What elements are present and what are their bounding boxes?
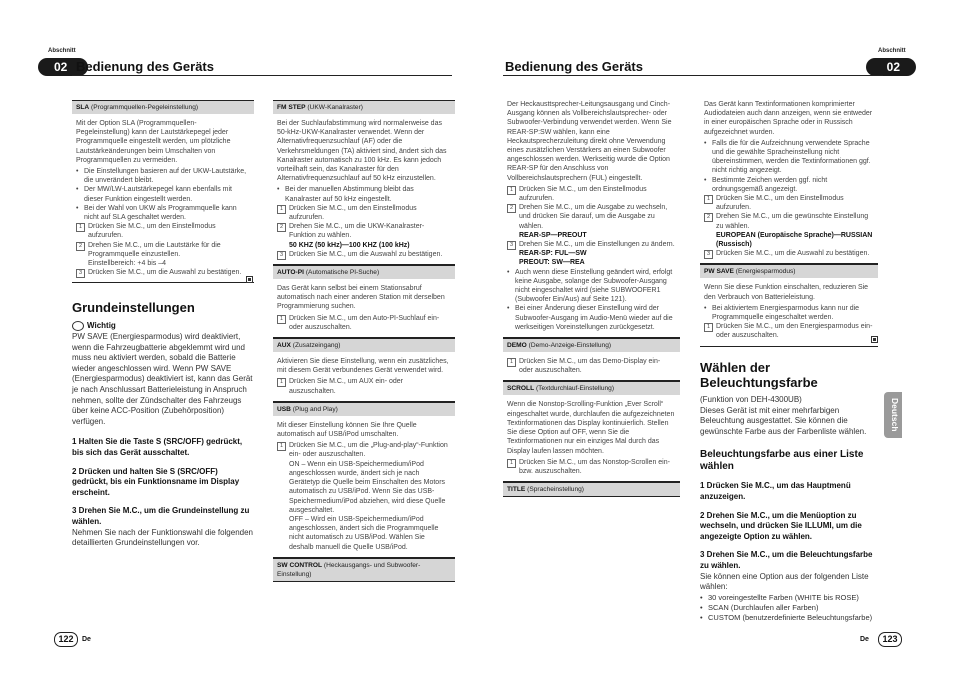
scroll-table-head: SCROLL (Textdurchlauf-Einstellung) — [503, 381, 680, 395]
wichtig-heading: Wichtig — [72, 320, 254, 332]
list-item: • Die Einstellungen basieren auf der UKW-Lautstärke, die unverändert bleibt. — [76, 167, 250, 185]
end-mark-icon — [246, 276, 253, 283]
header-rule-left — [72, 75, 452, 76]
grund-section — [72, 320, 254, 549]
end-mark-icon — [871, 336, 878, 343]
list-item: 2 Drehen Sie M.C., um die Ausgabe zu wechseln, und drücken Sie darauf, um die Ausgabe zu wählen. REAR-SP—PREOUT — [507, 203, 676, 240]
autopi-text: Das Gerät kann selbst bei einem Stationsabruf automatisch nach einer anderen Station mit derselben Programmierung suchen. — [277, 285, 445, 311]
header-rule-right — [503, 75, 883, 76]
usb-table-body — [273, 416, 455, 558]
choose-text: Sie können eine Option aus der folgenden Liste wählen: — [700, 571, 869, 592]
swc-intro: Der Heckausttsprecher-Leitungsausgang und Cinch-Ausgang können als Vollbereichslautsprecher- oder Subwoofer-Verbindung verwendet werden. Wenn Sie REAR-SP:SW wählen, kann eine Heckautsprecherzuleitung direkt ohne Verwendung eines zusätzlichen Verstärkers an einen Subwoofer angeschlossen werden. Werkseitig wurde die Option REAR-SP für den Anschluss von Vollbereichslautsprechern (FUL) eingestellt. — [507, 101, 672, 182]
list-item: 3 Drehen Sie M.C., um die Einstellungen zu ändern. REAR-SP: FUL—SW PREOUT: SW—REA — [507, 240, 676, 268]
grundeinstellungen-title: Grundeinstellungen — [72, 300, 195, 315]
grund-step-1: 1 Halten Sie die Taste S (SRC/OFF) gedrückt, bis sich das Gerät ausschaltet. — [72, 437, 243, 457]
list-item: 1 Drücken Sie M.C., um den Einstellmodus aufzurufen. — [507, 185, 676, 203]
list-item: • Auch wenn diese Einstellung geändert wird, erfolgt keine Ausgabe, solange der Subwoofer-Ausgang nicht eingeschaltet wird (siehe SUBWOOFER1 (Subwoofer Ein/Aus) auf Seite 121). — [507, 268, 676, 305]
list-item: • Bestimmte Zeichen werden ggf. nicht ordnungsgemäß angezeigt. — [704, 176, 874, 194]
list-item: 1 Drücken Sie M.C., um das Demo-Display ein- oder auszuschalten. — [507, 357, 676, 375]
section-number-right: 02 — [866, 58, 916, 76]
pw-save-table-head: PW SAVE (Energiesparmodus) — [700, 264, 878, 278]
list-item: 1 Drücken Sie M.C., um den Energiesparmodus ein- oder auszuschalten. — [704, 322, 874, 340]
list-item: • Bei der manuellen Abstimmung bleibt das Kanalraster auf 50 kHz eingestellt. — [277, 185, 451, 203]
title-table-body — [700, 100, 878, 264]
autopi-table-head: AUTO-PI (Automatische PI-Suche) — [273, 265, 455, 279]
swc-table-head: SW CONTROL (Heckausgangs- und Subwoofer-Einstellung) — [273, 558, 455, 582]
language-side-tab: Deutsch — [884, 392, 902, 438]
list-item: • CUSTOM (benutzerdefinierte Beleuchtungsfarbe) — [700, 613, 878, 623]
column-2 — [273, 100, 455, 582]
list-item: 1 Drücken Sie M.C., um den Einstellmodus aufzurufen. — [277, 204, 451, 222]
list-item: 1 Drücken Sie M.C., um AUX ein- oder auszuschalten. — [277, 377, 451, 395]
beleuchtung-step-2: 2 Drehen Sie M.C., um die Menüoption zu wechseln, und drücken Sie ILLUMI, um die angezeigte Option zu wählen. — [700, 510, 862, 541]
pw-save-table-body — [700, 278, 878, 346]
list-item: 2 Drehen Sie M.C., um die gewünschte Einstellung zu wählen. EUROPEAN (Europäische Sprache)—RUSSIAN (Russisch) — [704, 212, 874, 249]
beleuchtung-step-1: 1 Drücken Sie M.C., um das Hauptmenü anzuzeigen. — [700, 481, 851, 501]
list-item: 1 Drücken Sie M.C., um den Einstellmodus aufzurufen. — [76, 222, 250, 240]
list-item: 2 Drehen Sie M.C., um die UKW-Kanalraster-Funktion zu wählen. 50 KHZ (50 kHz)—100 KHZ (100 kHz) — [277, 222, 451, 250]
sla-table-body — [72, 114, 254, 283]
demo-table-head: DEMO (Demo-Anzeige-Einstellung) — [503, 338, 680, 352]
autopi-table-body — [273, 279, 455, 338]
title-table-head: TITLE (Spracheinstellung) — [503, 482, 680, 497]
beleuchtung-function: (Funktion von DEH-4300UB) — [700, 395, 802, 404]
list-item: • Falls die für die Aufzeichnung verwendete Sprache und die gewählte Spracheinstellung nicht übereinstimmen, werden die Textinformationen ggf. nicht richtig angezeigt. — [704, 139, 874, 176]
scroll-table-body — [503, 395, 680, 482]
list-item: • SCAN (Durchlaufen aller Farben) — [700, 603, 878, 613]
important-icon — [72, 321, 84, 331]
list-item: • Bei einer Änderung dieser Einstellung wird der Subwoofer-Ausgang im Audio-Menü wieder auf die werkseitigen Voreinstellungen zurückgesetzt. — [507, 304, 676, 332]
fm-text: Bei der Suchlaufabstimmung wird normalerweise das 50-kHz-UKW-Kanalraster verwendet. Wenn der Alternativfrequenzsuchlauf (AF) oder die Verkehrsmeldungen (TA) aktiviert sind, ändert sich das Kanalraster automatisch zu 100 kHz. Es kann jedoch vorteilhaft sein, das Kanalraster für den Alternativfrequenzsuchlauf auf 50 kHz einzustellen. — [277, 120, 447, 183]
list-item: • 30 voreingestellte Farben (WHITE bis ROSE) — [700, 593, 878, 603]
list-item: 1 Drücken Sie M.C., um die „Plug-and-play“-Funktion ein- oder auszuschalten. ON – Wenn ein USB-Speichermedium/iPod angeschlossen wurde, ändert sich je nach Gerätetyp die Quelle beim Einschalten des Motors automatisch zu USB/iPod. Wenn Sie das USB-Speichermedium/iPod abziehen, wird diese Quelle ausgeschaltet. OFF – Wird ein USB-Speichermedium/iPod angeschlossen, ändert sich die Programmquelle nicht automatisch zu USB/iPod. Wählen Sie deshalb manuell die Quelle USB/iPod. — [277, 441, 451, 551]
list-item: 1 Drücken Sie M.C., um das Nonstop-Scrollen ein- bzw. auszuschalten. — [507, 458, 676, 476]
column-3 — [503, 100, 680, 497]
scroll-text: Wenn die Nonstop-Scrolling-Funktion „Ever Scroll“ eingeschaltet wurde, durchlaufen die aufgezeichneten Textinformationen das Display kontinuierlich. Stellen Sie diese Option auf OFF, wenn Sie die Textinformationen nur ein einziges Mal durch das Display laufen lassen möchten. — [507, 401, 675, 455]
beleuchtung-section — [700, 360, 878, 623]
list-item: 3 Drücken Sie M.C., um die Auswahl zu bestätigen. — [277, 250, 451, 259]
usb-table-head: USB (Plug and Play) — [273, 402, 455, 416]
column-1 — [72, 100, 254, 283]
list-item: • Bei der Wahl von UKW als Programmquelle kann nicht auf SLA geschaltet werden. — [76, 204, 250, 222]
grund-final-text: Nehmen Sie nach der Funktionswahl die folgenden detaillierten Grundeinstellungen vor. — [72, 527, 254, 548]
chapter-title-left: Bedienung des Geräts — [76, 59, 214, 74]
list-item: • Der MW/LW-Lautstärkepegel kann ebenfalls mit dieser Funktion eingestellt werden. — [76, 185, 250, 203]
beleuchtung-title: Wählen der Beleuchtungsfarbe — [700, 360, 818, 390]
beleuchtung-subtitle: Beleuchtungsfarbe aus einer Liste wählen — [700, 449, 864, 473]
sla-intro: Mit der Option SLA (Programmquellen-Pegeleinstellung) kann der Lautstärkepegel jeder Programmquelle eingestellt werden, um plötzliche Lautstärkeänderungen beim Umschalten von Programmquellen zu vermeiden. — [76, 120, 231, 164]
page-number-right: 123 — [878, 632, 902, 647]
list-item: 3 Drücken Sie M.C., um die Auswahl zu bestätigen. — [76, 268, 250, 277]
language-code-right: De — [860, 636, 869, 643]
language-code-left: De — [82, 636, 91, 643]
aux-text: Aktivieren Sie diese Einstellung, wenn ein zusätzliches, mit diesem Gerät verbundenes Gerät verwendet wird. — [277, 358, 449, 375]
sla-table-head: SLA (Programmquellen-Pegeleinstellung) — [72, 100, 254, 114]
swc-table-body — [503, 100, 680, 338]
list-item: 2 Drehen Sie M.C., um die Lautstärke für die Programmquelle einzustellen. Einstellbereich: +4 bis –4 — [76, 241, 250, 269]
column-4 — [700, 100, 878, 347]
wichtig-text: PW SAVE (Energiesparmodus) wird deaktiviert, wenn die Fahrzeugbatterie abgeklemmt wird und muss neu aktiviert werden, sobald die Batterie wieder angeschlossen wird. Wenn PW SAVE (Energiesparmodus) deaktiviert ist, kann das Gerät je nach Anschlussart Batterieleistung in Anspruch nehmen, sollte der Zündschalter des Fahrzeugs über keine ACC-Position (Zubehörposition) verfügen. — [72, 332, 253, 426]
pw-text: Wenn Sie diese Funktion einschalten, reduzieren Sie den Verbrauch von Batterieleistung. — [704, 284, 869, 301]
grund-step-3: 3 Drehen Sie M.C., um die Grundeinstellung zu wählen. — [72, 506, 250, 526]
fm-step-table-body — [273, 114, 455, 265]
list-item: 1 Drücken Sie M.C., um den Auto-PI-Suchlauf ein- oder auszuschalten. — [277, 314, 451, 332]
beleuchtung-text: Dieses Gerät ist mit einer mehrfarbigen Beleuchtung ausgestattet. Sie können die gewünschte Farbe aus der Farbenliste wählen. — [700, 405, 867, 436]
section-label-left: Abschnitt — [48, 48, 76, 54]
chapter-title-right: Bedienung des Geräts — [505, 59, 643, 74]
section-label-right: Abschnitt — [878, 48, 906, 54]
aux-table-head: AUX (Zusatzeingang) — [273, 338, 455, 352]
aux-table-body — [273, 352, 455, 402]
title-intro: Das Gerät kann Textinformationen komprimierter Audiodateien auch dann anzeigen, wenn sie entweder in einer europäischen Sprache oder in Russisch aufgezeichnet wurden. — [704, 101, 873, 136]
page-number-left: 122 — [54, 632, 78, 647]
fm-step-table-head: FM STEP (UKW-Kanalraster) — [273, 100, 455, 114]
usb-text: Mit dieser Einstellung können Sie Ihre Quelle automatisch auf USB/iPod umschalten. — [277, 421, 417, 439]
demo-table-body — [503, 352, 680, 381]
beleuchtung-step-3: 3 Drehen Sie M.C., um die Beleuchtungsfarbe zu wählen. — [700, 550, 873, 570]
list-item: 3 Drücken Sie M.C., um die Auswahl zu bestätigen. — [704, 249, 874, 258]
grund-step-2: 2 Drücken und halten Sie S (SRC/OFF) gedrückt, bis ein Funktionsname im Display erscheint. — [72, 466, 240, 497]
list-item: 1 Drücken Sie M.C., um den Einstellmodus aufzurufen. — [704, 194, 874, 212]
section-number-left: 02 — [38, 58, 88, 76]
list-item: • Bei aktiviertem Energiesparmodus kann nur die Programmquelle eingeschaltet werden. — [704, 304, 874, 322]
